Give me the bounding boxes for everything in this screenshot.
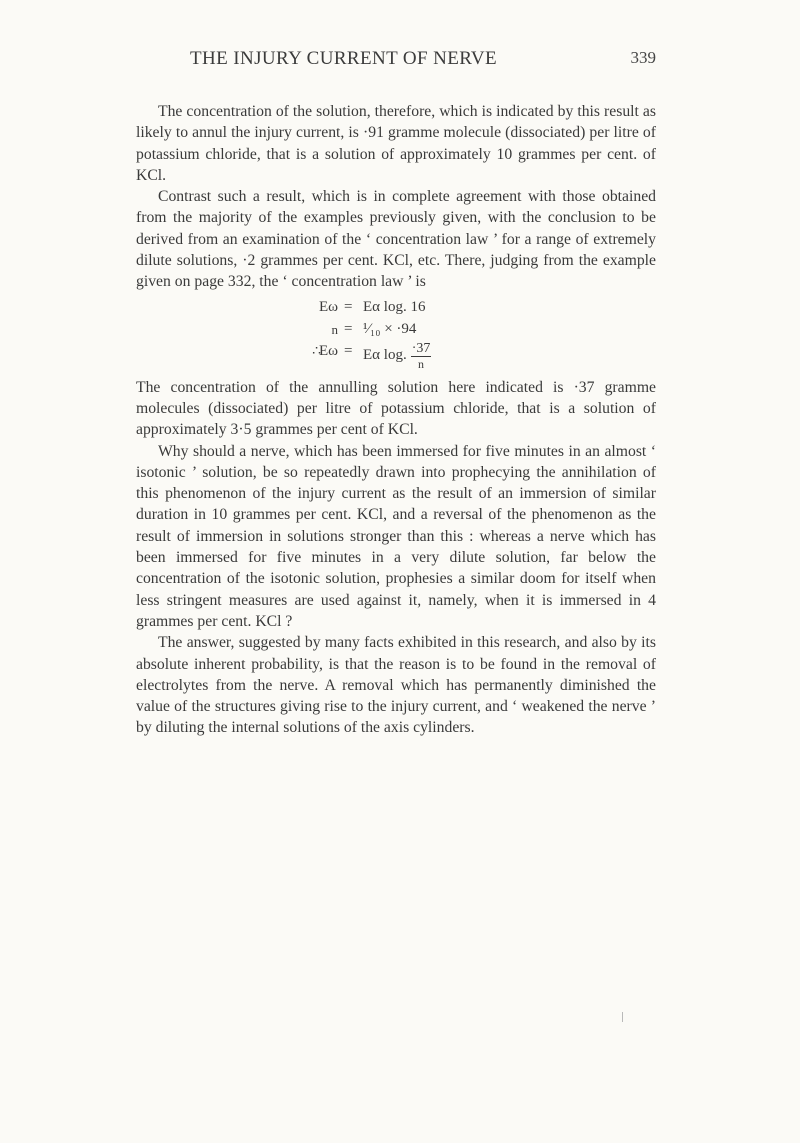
equation-3-rhs bbox=[363, 341, 431, 370]
fraction-denominator: n bbox=[418, 356, 425, 371]
equation-2-lhs: n bbox=[331, 321, 338, 337]
running-title: THE INJURY CURRENT OF NERVE bbox=[190, 48, 497, 69]
equation-2-rhs: ¹⁄₁₀ × ·94 bbox=[363, 320, 417, 337]
fraction-numerator: ·37 bbox=[411, 340, 431, 356]
equation-1-rhs: Eα log. 16 bbox=[363, 298, 426, 315]
paragraph-5: The answer, suggested by many facts exhibited in this research, and also by its absolute inherent probability, is that the reason is to be found in the removal of electrolytes from the nerve. A removal which has permanently diminished the value of the structures giving rise to the injury current, and ‘ weakened the nerve ’ by diluting the internal solutions of the axis cylinders. bbox=[136, 634, 656, 737]
equation-1-lhs: Eω bbox=[318, 298, 338, 315]
equation-block bbox=[136, 293, 656, 371]
equation-3-log: Eα log. bbox=[363, 346, 407, 363]
equation-3-equals: = bbox=[344, 342, 353, 359]
paragraph-4: Why should a nerve, which has been immersed for five minutes in an almost ‘ isotonic ’ solution, be so repeatedly drawn into prophecying the annihilation of this phenomenon of the injury current as the result of an immersion of similar duration in 10 grammes per cent. KCl, and a reversal of the phenomenon as the result of immersion in solutions stronger than this : whereas a nerve which has been immersed for five minutes in a very dilute solution, far below the concentration of the isotonic solution, prophesies a similar doom for itself when less stringent measures are used against it, namely, when it is immersed in 4 grammes per cent. KCl ? bbox=[136, 442, 656, 630]
therefore-symbol: ∴ bbox=[312, 343, 321, 359]
equation-1-equals: = bbox=[344, 298, 353, 315]
body-text bbox=[136, 101, 656, 739]
equation-3 bbox=[136, 340, 656, 371]
page-header bbox=[136, 48, 656, 72]
equation-3-lhs: Eω bbox=[318, 342, 338, 359]
page-number: 339 bbox=[630, 48, 656, 67]
equation-2 bbox=[136, 319, 656, 341]
paragraph-3: The concentration of the annulling solution here indicated is ·37 gramme molecules (dissociated) per litre of potassium chloride, that is a solution of approximately 3·5 grammes per cent of KCl. bbox=[136, 378, 656, 439]
equation-1 bbox=[136, 297, 656, 319]
equation-2-equals: = bbox=[344, 320, 353, 337]
paragraph-2: Contrast such a result, which is in complete agreement with those obtained from the majority of the examples previously given, with the conclusion to be derived from an examination of the ‘ concentration law ’ for a range of extremely dilute solutions, ·2 grammes per cent. KCl, etc. There, judging from the example given on page 332, the ‘ concentration law ’ is bbox=[136, 188, 656, 291]
stray-print-mark bbox=[622, 1012, 623, 1022]
equation-3-fraction bbox=[411, 342, 432, 371]
paragraph-1: The concentration of the solution, therefore, which is indicated by this result as likely to annul the injury current, is ·91 gramme molecule (dissociated) per litre of potassium chloride, that is a solution of approximately 10 grammes per cent. of KCl. bbox=[136, 103, 656, 184]
